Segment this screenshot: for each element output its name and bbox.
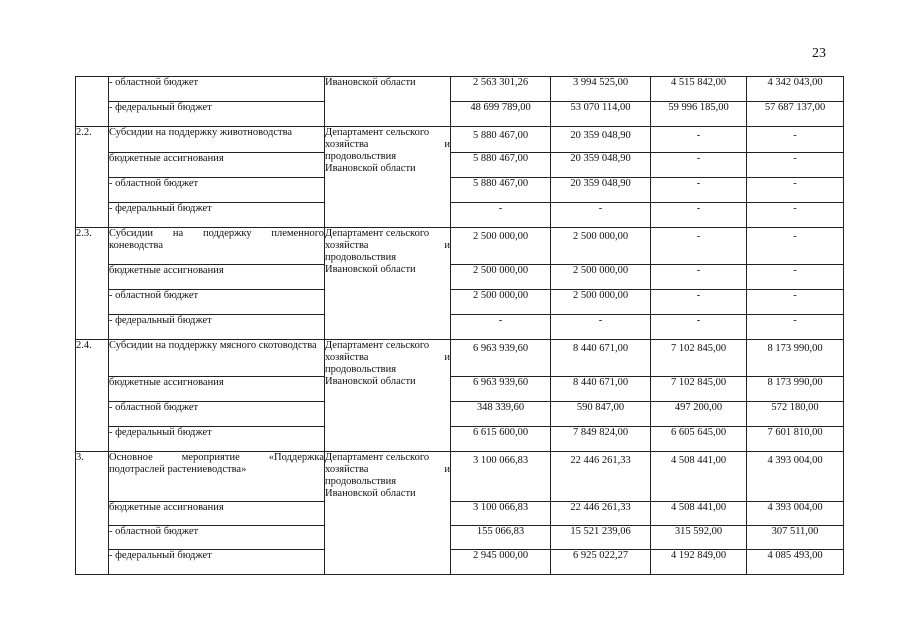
department-line [325,139,450,151]
value-cell: 2 500 000,00 [551,228,651,265]
item-name-text: - областной бюджет [109,178,199,189]
value-cell: - [451,315,551,340]
department-line [325,352,450,364]
item-name-text: - областной бюджет [109,290,199,301]
table-row [76,427,844,452]
value-cell: 22 446 261,33 [551,502,651,526]
value-cell: 497 200,00 [651,402,747,427]
department-word: и [444,352,450,363]
item-name [109,290,325,315]
item-name-text: Субсидии на поддержку племенного коневодства [109,228,324,251]
department-line: продовольствия [325,476,397,487]
department-line: продовольствия [325,252,397,263]
value-cell: 2 500 000,00 [551,290,651,315]
department-word: хозяйства [325,139,369,150]
item-name [109,550,325,575]
item-name-text: - федеральный бюджет [109,427,212,438]
item-name-text: - федеральный бюджет [109,550,212,561]
page-number: 23 [812,46,826,61]
department-cell [325,228,451,340]
department-word: и [444,139,450,150]
item-name-text: - областной бюджет [109,526,199,537]
item-name [109,265,325,290]
value-cell: 4 508 441,00 [651,452,747,502]
item-name-text: бюджетные ассигнования [109,502,224,513]
table-row [76,550,844,575]
table-row [76,178,844,203]
table-row [76,102,844,127]
department-cell [325,77,451,127]
value-cell: 5 880 467,00 [451,178,551,203]
value-cell: 6 925 022,27 [551,550,651,575]
table-row [76,203,844,228]
department-line: Департамент сельского [325,340,430,351]
department-cell [325,452,451,575]
department-text: Ивановской области [325,77,416,88]
value-cell: - [747,127,844,153]
value-cell: 572 180,00 [747,402,844,427]
department-line: Ивановской области [325,264,416,275]
table-row [76,377,844,402]
value-cell: 8 440 671,00 [551,377,651,402]
value-cell: 8 173 990,00 [747,377,844,402]
department-cell [325,127,451,228]
item-name [109,377,325,402]
item-number: 2.3. [76,228,109,340]
value-cell: 2 945 000,00 [451,550,551,575]
table-row [76,502,844,526]
department-word: хозяйства [325,464,369,475]
value-cell: 2 500 000,00 [451,228,551,265]
value-cell: 590 847,00 [551,402,651,427]
item-name-text: Субсидии на поддержку мясного скотоводства [109,340,317,351]
item-name [109,315,325,340]
table-row [76,153,844,178]
item-name [109,77,325,102]
item-name [109,178,325,203]
value-cell: - [651,290,747,315]
department-word: хозяйства [325,240,369,251]
value-cell: - [747,178,844,203]
value-cell: - [651,203,747,228]
value-cell: 2 500 000,00 [451,290,551,315]
item-name-text: бюджетные ассигнования [109,153,224,164]
department-line: продовольствия [325,364,397,375]
item-name [109,127,325,153]
table-row [76,290,844,315]
item-name [109,153,325,178]
department-word: и [444,464,450,475]
department-line: Департамент сельского [325,127,430,138]
item-name [109,203,325,228]
value-cell: - [651,178,747,203]
item-number: 3. [76,452,109,575]
value-cell: - [551,315,651,340]
value-cell: - [551,203,651,228]
value-cell: 2 500 000,00 [451,265,551,290]
item-name [109,340,325,377]
value-cell: 20 359 048,90 [551,178,651,203]
value-cell: 7 102 845,00 [651,377,747,402]
value-cell: 307 511,00 [747,526,844,550]
item-name [109,228,325,265]
value-cell: 348 339,60 [451,402,551,427]
item-name [109,502,325,526]
value-cell: 6 605 645,00 [651,427,747,452]
value-cell: 4 393 004,00 [747,502,844,526]
value-cell: 8 173 990,00 [747,340,844,377]
table-row [76,265,844,290]
value-cell: 4 515 842,00 [651,77,747,102]
value-cell: - [747,203,844,228]
table-row [76,526,844,550]
table-row [76,77,844,102]
item-name-text: - областной бюджет [109,402,199,413]
value-cell: - [747,153,844,178]
table-row [76,452,844,502]
value-cell: - [651,315,747,340]
department-line: продовольствия [325,151,397,162]
department-cell [325,340,451,452]
value-cell: - [747,265,844,290]
value-cell: 4 192 849,00 [651,550,747,575]
value-cell: 20 359 048,90 [551,127,651,153]
budget-table [75,76,844,575]
value-cell: - [651,265,747,290]
value-cell: 6 963 939,60 [451,340,551,377]
value-cell: - [451,203,551,228]
value-cell: 7 601 810,00 [747,427,844,452]
value-cell: - [747,228,844,265]
value-cell: 155 066,83 [451,526,551,550]
item-name [109,402,325,427]
value-cell: - [747,315,844,340]
item-number: 2.2. [76,127,109,228]
value-cell: 48 699 789,00 [451,102,551,127]
item-name-text: Основное мероприятие «Поддержка подотраслей растениеводства» [109,452,324,475]
department-word: хозяйства [325,352,369,363]
value-cell: 4 508 441,00 [651,502,747,526]
value-cell: 59 996 185,00 [651,102,747,127]
value-cell: 7 849 824,00 [551,427,651,452]
value-cell: 2 500 000,00 [551,265,651,290]
table-row [76,127,844,153]
value-cell: 4 342 043,00 [747,77,844,102]
value-cell: 6 963 939,60 [451,377,551,402]
value-cell: 53 070 114,00 [551,102,651,127]
value-cell: - [651,127,747,153]
item-number [76,77,109,127]
value-cell: 4 393 004,00 [747,452,844,502]
value-cell: 315 592,00 [651,526,747,550]
value-cell: 2 563 301,26 [451,77,551,102]
department-line: Ивановской области [325,488,416,499]
item-name-text: бюджетные ассигнования [109,377,224,388]
value-cell: 8 440 671,00 [551,340,651,377]
value-cell: - [747,290,844,315]
value-cell: - [651,228,747,265]
item-name [109,427,325,452]
item-name [109,452,325,502]
department-line: Ивановской области [325,163,416,174]
department-line: Департамент сельского [325,228,430,239]
item-name-text: - федеральный бюджет [109,203,212,214]
value-cell: 15 521 239,06 [551,526,651,550]
item-name-text: Субсидии на поддержку животноводства [109,127,293,138]
department-word: и [444,240,450,251]
department-line [325,464,450,476]
value-cell: 20 359 048,90 [551,153,651,178]
item-name-text: бюджетные ассигнования [109,265,224,276]
value-cell: - [651,153,747,178]
item-name-text: - федеральный бюджет [109,102,212,113]
item-name [109,102,325,127]
value-cell: 5 880 467,00 [451,127,551,153]
item-number: 2.4. [76,340,109,452]
value-cell: 3 100 066,83 [451,452,551,502]
department-line: Департамент сельского [325,452,430,463]
table-row [76,402,844,427]
department-line: Ивановской области [325,376,416,387]
value-cell: 3 100 066,83 [451,502,551,526]
table-row [76,228,844,265]
item-name-text: - областной бюджет [109,77,199,88]
department-line [325,240,450,252]
item-name [109,526,325,550]
item-name-text: - федеральный бюджет [109,315,212,326]
value-cell: 3 994 525,00 [551,77,651,102]
value-cell: 6 615 600,00 [451,427,551,452]
value-cell: 4 085 493,00 [747,550,844,575]
value-cell: 7 102 845,00 [651,340,747,377]
value-cell: 5 880 467,00 [451,153,551,178]
value-cell: 57 687 137,00 [747,102,844,127]
table-row [76,340,844,377]
table-row [76,315,844,340]
value-cell: 22 446 261,33 [551,452,651,502]
